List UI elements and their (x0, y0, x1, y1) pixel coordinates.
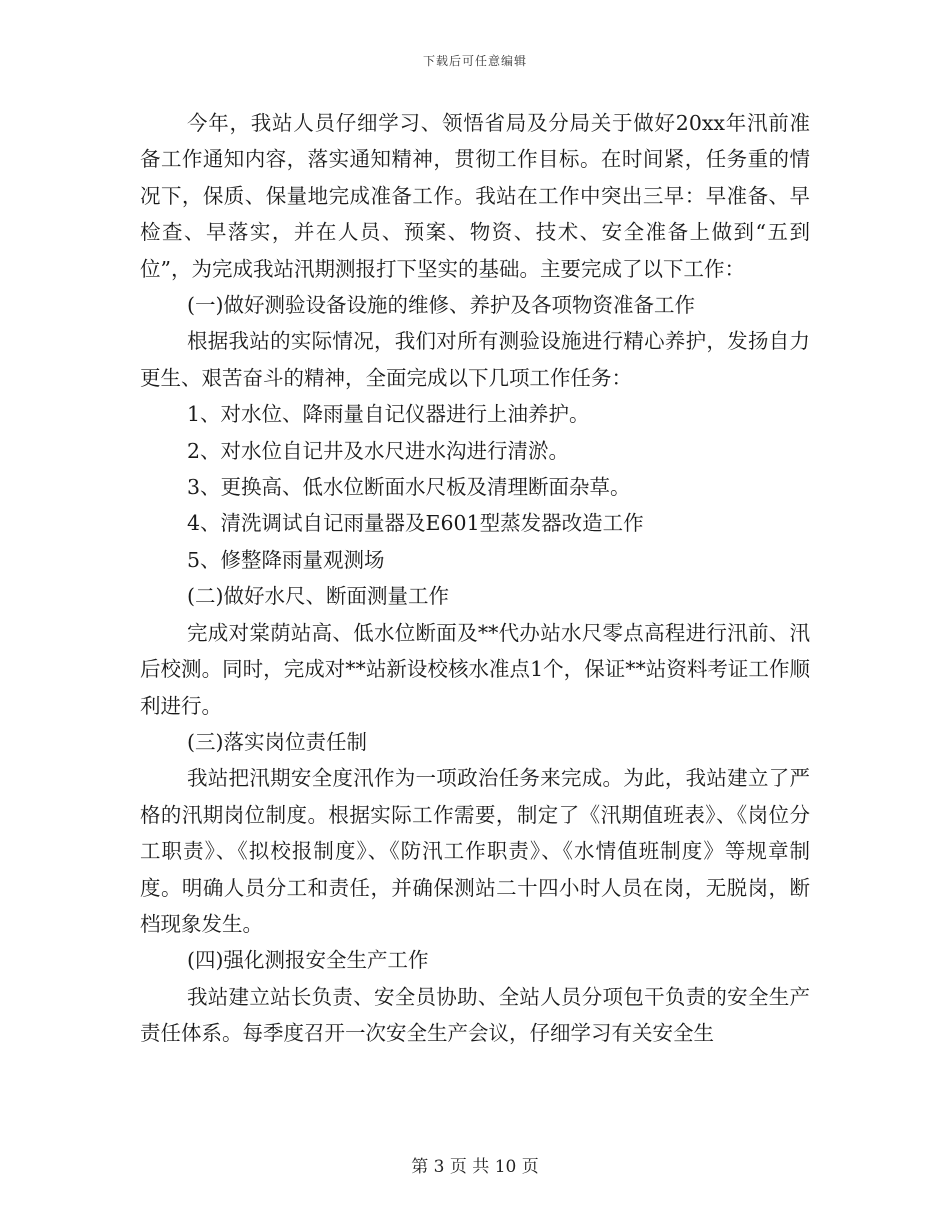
document-body (140, 105, 810, 1052)
section-heading-4: (四)强化测报安全生产工作 (187, 948, 429, 973)
paragraph-section-1: 根据我站的实际情况，我们对所有测验设施进行精心养护，发扬自力更生、艰苦奋斗的精神，全面完成以下几项工作任务： (140, 329, 810, 390)
section-heading-3: (三)落实岗位责任制 (187, 729, 367, 754)
list-item: 3、更换高、低水位断面水尺板及清理断面杂草。 (187, 475, 631, 500)
list-item: 4、清洗调试自记雨量器及E601型蒸发器改造工作 (187, 511, 644, 536)
list-item: 1、对水位、降雨量自记仪器进行上油养护。 (187, 402, 590, 427)
paragraph-section-2: 完成对棠荫站高、低水位断面及**代办站水尺零点高程进行汛前、汛后校测。同时，完成对**站新设校核水准点1个，保证**站资料考证工作顺利进行。 (140, 620, 810, 718)
page-number: 第 3 页 共 10 页 (411, 1157, 539, 1177)
paragraph-intro: 今年，我站人员仔细学习、领悟省局及分局关于做好20xx年汛前准备工作通知内容，落实通知精神，贯彻工作目标。在时间紧，任务重的情况下，保质、保量地完成准备工作。我站在工作中突出三早：早准备、早检查、早落实，并在人员、预案、物资、技术、安全准备上做到“五到位”，为完成我站汛期测报打下坚实的基础。主要完成了以下工作： (140, 111, 810, 281)
paragraph-section-4: 我站建立站长负责、安全员协助、全站人员分项包干负责的安全生产责任体系。每季度召开一次安全生产会议，仔细学习有关安全生 (140, 984, 810, 1046)
section-heading-1: (一)做好测验设备设施的维修、养护及各项物资准备工作 (187, 293, 695, 318)
paragraph-section-3: 我站把汛期安全度汛作为一项政治任务来完成。为此，我站建立了严格的汛期岗位制度。根据实际工作需要，制定了《汛期值班表》、《岗位分工职责》、《拟校报制度》、《防汛工作职责》、《水情值班制度》等规章制度。明确人员分工和责任，并确保测站二十四小时人员在岗，无脱岗，断档现象发生。 (140, 766, 810, 936)
list-item: 5、修整降雨量观测场 (187, 547, 385, 572)
list-item: 2、对水位自记井及水尺进水沟进行清淤。 (187, 438, 570, 463)
section-heading-2: (二)做好水尺、断面测量工作 (187, 584, 449, 609)
page-header-note: 下载后可任意编辑 (422, 54, 527, 68)
